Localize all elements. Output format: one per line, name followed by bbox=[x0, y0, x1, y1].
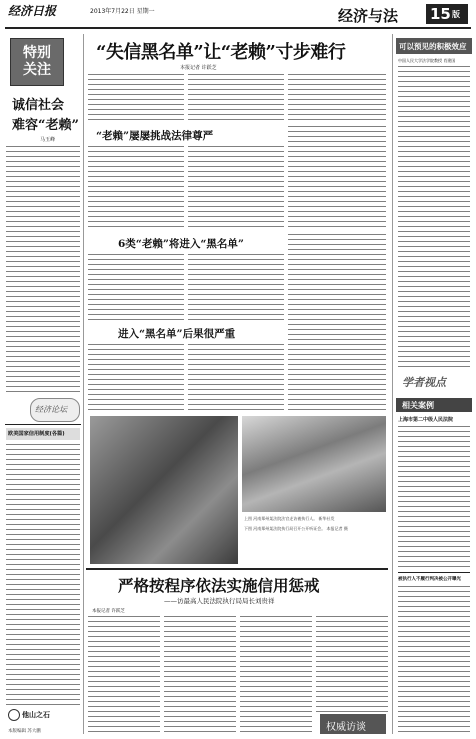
body-text-1c bbox=[288, 126, 386, 230]
right-body-text bbox=[398, 66, 470, 370]
body-text-2b bbox=[188, 254, 284, 322]
page-suffix: 版 bbox=[452, 10, 460, 19]
case-text-2 bbox=[398, 586, 470, 734]
page-number: 15 bbox=[430, 5, 451, 23]
interview-subtitle: ——访最高人民法院执行局局长刘贵祥 bbox=[164, 597, 275, 605]
right-title-box bbox=[396, 38, 472, 54]
right-byline: 中国人民大学法学院教授 肖建国 bbox=[398, 58, 456, 63]
interview-byline: 本报记者 许跃芝 bbox=[92, 609, 125, 614]
intro-text-3 bbox=[288, 74, 386, 120]
section-name: 经济与法 bbox=[338, 7, 399, 25]
left-author: 马玉峰 bbox=[40, 137, 56, 143]
case-divider bbox=[398, 572, 470, 573]
masthead bbox=[0, 0, 476, 30]
col-rule-left bbox=[83, 34, 84, 734]
left-title-2: 难容“老赖” bbox=[12, 118, 79, 133]
masthead-rule bbox=[5, 27, 471, 29]
column-tag-box bbox=[10, 38, 64, 86]
body-text-1b bbox=[188, 146, 284, 230]
scholar-view-logo bbox=[402, 374, 466, 392]
column-tag: 特别关注 bbox=[23, 45, 51, 78]
left-lower-text bbox=[6, 444, 80, 706]
col-rule-right bbox=[392, 34, 393, 734]
news-photo-right bbox=[242, 416, 386, 512]
main-headline: “失信黑名单”让“老赖”寸步难行 bbox=[96, 42, 346, 63]
scholar-view-text: 学者视点 bbox=[402, 376, 446, 389]
main-byline: 本报记者 许跃芝 bbox=[180, 65, 217, 71]
case2-title: 被执行人不履行判决被公开曝光 bbox=[398, 577, 461, 582]
body-text-3b bbox=[188, 344, 284, 410]
left-title: 诚信社会 bbox=[12, 98, 65, 113]
body-text-2a bbox=[88, 254, 184, 322]
right-title: 可以预见的积极效应 bbox=[399, 42, 467, 51]
interview-headline: 严格按程序依法实施信用惩戒 bbox=[118, 576, 320, 595]
case-title: 上海市第二中级人民法院 bbox=[398, 417, 454, 423]
economic-forum-logo bbox=[30, 398, 80, 422]
interview-logo-text: 权威访谈 bbox=[326, 722, 366, 733]
page-editor: 本版编辑 苏大鹏 bbox=[8, 729, 41, 734]
another-stone-text: 他山之石 bbox=[22, 711, 50, 719]
photo-caption-2: 下图 河南郑州某法院执行局召开公开听证会。 本报记者 摄 bbox=[244, 526, 348, 531]
another-stone-icon bbox=[8, 709, 20, 721]
left-body-text bbox=[6, 146, 80, 396]
left-subtitle-box bbox=[6, 428, 80, 440]
photo-caption: 上图 河南郑州某法院法官走访被执行人。 新华社发 bbox=[244, 516, 335, 521]
another-stone-logo bbox=[8, 708, 68, 722]
subhead-1: “老赖”屡屡挑战法律尊严 bbox=[96, 130, 214, 142]
related-cases-title: 相关案例 bbox=[402, 401, 434, 410]
subhead-3: 进入“黑名单”后果很严重 bbox=[118, 328, 236, 340]
body-text-1a bbox=[88, 146, 184, 230]
authoritative-interview-logo bbox=[320, 714, 386, 734]
intro-text-1 bbox=[88, 74, 184, 120]
paper-name: 经济日报 bbox=[8, 4, 57, 18]
interview-text-2 bbox=[164, 616, 236, 734]
news-photo-left bbox=[90, 416, 238, 564]
date-line: 2013年7月22日 星期一 bbox=[90, 8, 155, 15]
economic-forum-text: 经济论坛 bbox=[35, 405, 67, 414]
case-text-1 bbox=[398, 426, 470, 568]
left-divider bbox=[5, 424, 81, 425]
interview-text-3 bbox=[240, 616, 312, 734]
interview-text-4 bbox=[316, 616, 388, 712]
page-number-badge bbox=[426, 4, 468, 24]
left-subtitle: 欧美国家信用制度(各篇) bbox=[8, 431, 65, 437]
subhead-2: 6类“老赖”将进入“黑名单” bbox=[118, 238, 244, 250]
related-cases-box bbox=[396, 398, 472, 412]
body-text-3a bbox=[88, 344, 184, 410]
intro-text-2 bbox=[188, 74, 284, 120]
interview-top-rule bbox=[86, 568, 388, 570]
interview-text-1 bbox=[88, 616, 160, 734]
body-text-2c bbox=[288, 234, 386, 410]
